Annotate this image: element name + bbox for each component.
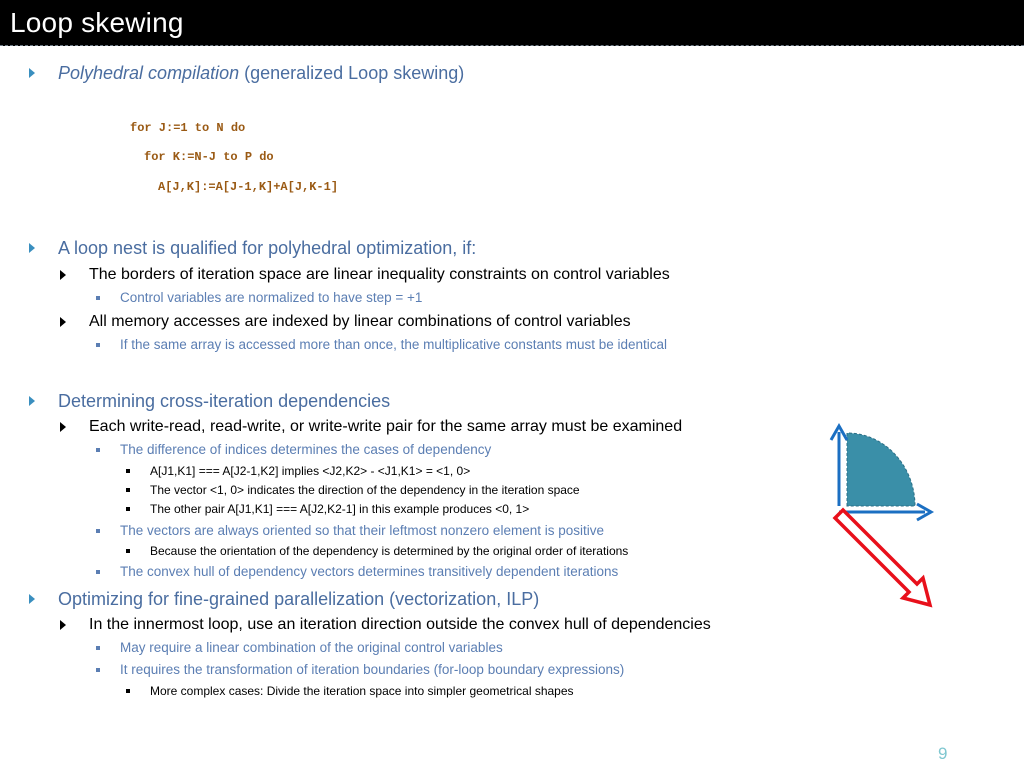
page-number: 9 — [938, 744, 948, 763]
bullet-arrow-icon — [60, 270, 66, 280]
bullet-arrow-icon — [29, 243, 35, 253]
dependencies-heading: Determining cross-iteration dependencies — [58, 391, 391, 411]
bullet-square-icon — [126, 689, 130, 693]
bullet-square-icon — [126, 488, 130, 492]
intro-line — [58, 62, 464, 84]
bullet-arrow-icon — [29, 396, 35, 406]
dependencies-sub-1a: A[J1,K1] === A[J2-1,K2] implies <J2,K2> - <J1,K1> = <1, 0> — [150, 464, 471, 478]
bullet-arrow-icon — [60, 422, 66, 432]
dependencies-sub-1: The difference of indices determines the cases of dependency — [120, 442, 492, 457]
bullet-square-icon — [96, 448, 100, 452]
dependencies-sub-1b: The vector <1, 0> indicates the direction of the dependency in the iteration space — [150, 483, 580, 497]
bullet-square-icon — [96, 668, 100, 672]
bullet-square-icon — [126, 549, 130, 553]
code-line-1: for J:=1 to N do — [130, 121, 246, 135]
bullet-square-icon — [126, 469, 130, 473]
qualified-item-2-sub: If the same array is accessed more than once, the multiplicative constants must be identical — [120, 337, 668, 352]
optimizing-heading: Optimizing for fine-grained parallelization (vectorization, ILP) — [58, 589, 540, 609]
dependencies-item-1: Each write-read, read-write, or write-write pair for the same array must be examined — [89, 418, 683, 435]
slide-title: Loop skewing — [10, 7, 184, 38]
intro-italic: Polyhedral compilation — [58, 63, 240, 83]
bullet-arrow-icon — [60, 620, 66, 630]
bullet-arrow-icon — [60, 317, 66, 327]
optimizing-item-1: In the innermost loop, use an iteration direction outside the convex hull of dependencies — [89, 616, 711, 633]
convex-hull-shape — [847, 433, 915, 506]
bullet-arrow-icon — [29, 68, 35, 78]
qualified-item-1-sub: Control variables are normalized to have step = +1 — [120, 290, 423, 305]
dependencies-sub-2a: Because the orientation of the dependency is determined by the original order of iterations — [150, 544, 629, 558]
bullet-square-icon — [96, 646, 100, 650]
bullet-square-icon — [96, 343, 100, 347]
qualified-item-1: The borders of iteration space are linear inequality constraints on control variables — [89, 266, 670, 283]
code-line-2: for K:=N-J to P do — [144, 150, 274, 164]
bullet-square-icon — [96, 296, 100, 300]
code-line-3: A[J,K]:=A[J-1,K]+A[J,K-1] — [158, 180, 339, 194]
dependencies-sub-1c: The other pair A[J1,K1] === A[J2,K2-1] in this example produces <0, 1> — [150, 502, 530, 516]
dependency-diagram — [825, 420, 940, 615]
intro-rest: (generalized Loop skewing) — [239, 63, 465, 83]
bullet-arrow-icon — [29, 594, 35, 604]
skew-direction-arrow-icon — [835, 510, 930, 605]
bullet-square-icon — [126, 507, 130, 511]
optimizing-sub-2a: More complex cases: Divide the iteration space into simpler geometrical shapes — [150, 684, 574, 698]
dependencies-sub-3: The convex hull of dependency vectors determines transitively dependent iterations — [120, 564, 619, 579]
dependencies-sub-2: The vectors are always oriented so that their leftmost nonzero element is positive — [120, 523, 604, 538]
optimizing-sub-2: It requires the transformation of iteration boundaries (for-loop boundary expressions) — [120, 662, 625, 677]
bullet-square-icon — [96, 570, 100, 574]
optimizing-sub-1: May require a linear combination of the original control variables — [120, 640, 503, 655]
title-bar — [0, 0, 1024, 46]
bullet-square-icon — [96, 529, 100, 533]
qualified-heading: A loop nest is qualified for polyhedral optimization, if: — [58, 238, 477, 258]
qualified-item-2: All memory accesses are indexed by linear combinations of control variables — [89, 313, 631, 330]
